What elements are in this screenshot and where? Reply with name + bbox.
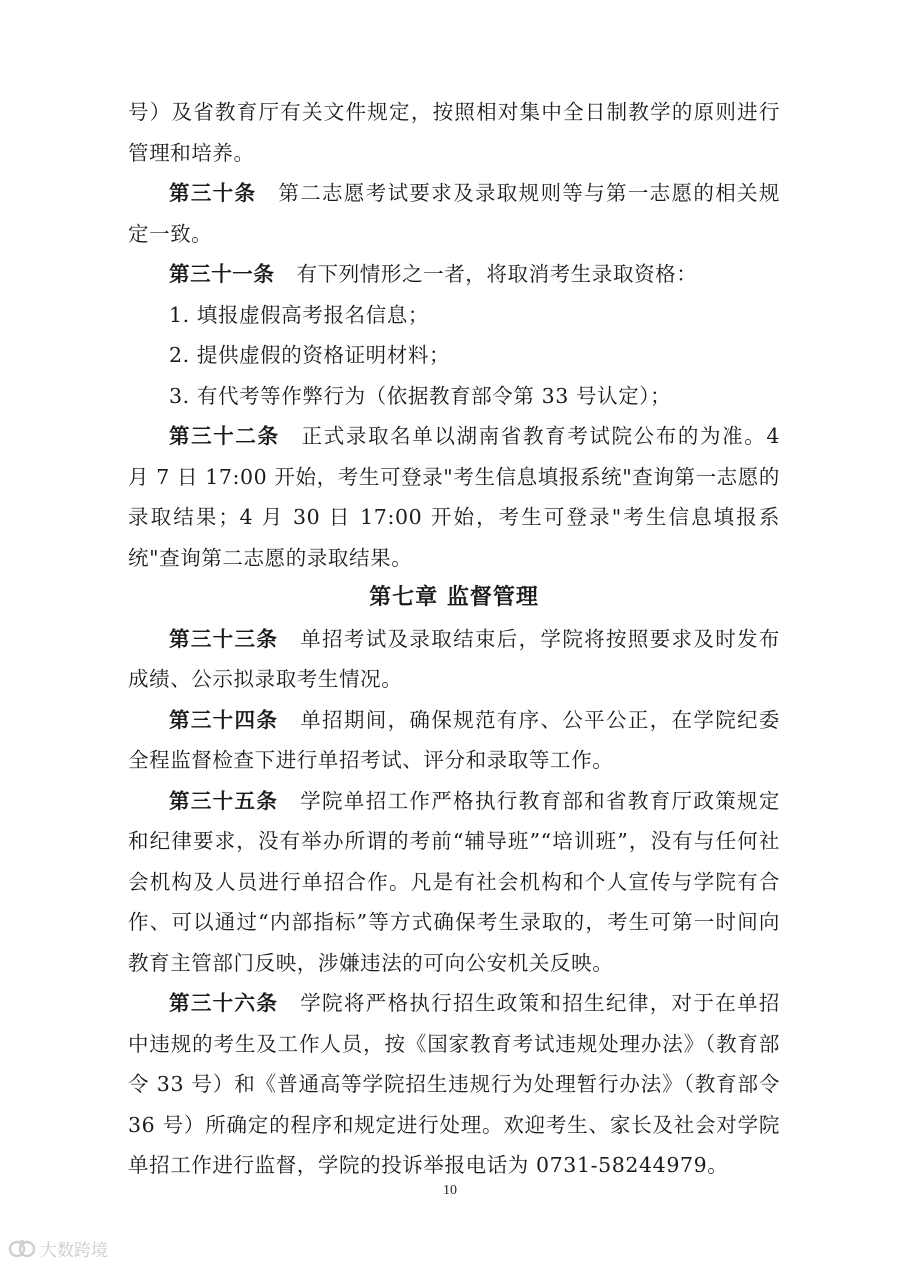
paragraph (128, 700, 780, 781)
section-before-chapter (128, 92, 780, 578)
chapter-title: 第七章 监督管理 (369, 585, 539, 610)
paragraph (128, 254, 780, 295)
paragraph-text: 学院单招工作严格执行教育部和省教育厅政策规定和纪律要求，没有举办所谓的考前“辅导班”“培训班”，没有与任何社会机构及人员进行单招合作。凡是有社会机构和个人宣传与学院有合作、可以通过“内部指标”等方式确保考生录取的，考生可第一时间向教育主管部门反映，涉嫌违法的可向公安机关反映。 (128, 788, 781, 975)
document-body (128, 92, 780, 1186)
paragraph-text: 有下列情形之一者，将取消考生录取资格： (296, 262, 698, 286)
paragraph-text: 单招期间，确保规范有序、公平公正，在学院纪委全程监督检查下进行单招考试、评分和录取等工作。 (128, 707, 781, 772)
section-chapter-7 (128, 619, 780, 1186)
paragraph (128, 295, 780, 336)
brand-logo-icon (8, 1237, 36, 1261)
paragraph (128, 416, 780, 578)
paragraph (128, 173, 780, 254)
article-number: 第三十六条 (169, 991, 279, 1015)
paragraph (128, 335, 780, 376)
article-number: 第三十五条 (169, 788, 279, 813)
paragraph-text: 1. 填报虚假高考报名信息； (169, 302, 429, 327)
paragraph-text: 号）及省教育厅有关文件规定，按照相对集中全日制教学的原则进行管理和培养。 (128, 100, 780, 165)
paragraph-text: 第二志愿考试要求及录取规则等与第一志愿的相关规定一致。 (128, 181, 780, 246)
article-number: 第三十一条 (169, 262, 275, 286)
paragraph-text: 3. 有代考等作弊行为（依据教育部令第 33 号认定）； (169, 383, 672, 408)
paragraph (128, 619, 780, 700)
paragraph-text: 2. 提供虚假的资格证明材料； (169, 343, 451, 367)
paragraph (128, 983, 780, 1186)
watermark-text: 大数跨境 (40, 1241, 108, 1261)
article-number: 第三十二条 (169, 424, 280, 448)
article-number: 第三十三条 (169, 626, 279, 651)
paragraph (128, 781, 780, 984)
page-number: 10 (443, 1183, 457, 1198)
paragraph (128, 92, 780, 173)
paragraph-text: 正式录取名单以湖南省教育考试院公布的为准。4 月 7 日 17:00 开始，考生可登录"考生信息填报系统"查询第一志愿的录取结果；4 月 30 日 17:00 开始，考生可登录"考生信息填报系统"查询第二志愿的录取结果。 (128, 424, 781, 570)
article-number: 第三十条 (169, 181, 257, 205)
paragraph-text: 学院将严格执行招生政策和招生纪律，对于在单招中违规的考生及工作人员，按《国家教育考试违规处理办法》（教育部令 33 号）和《普通高等学院招生违规行为处理暂行办法》（教育部令 36 号）所确定的程序和规定进行处理。欢迎考生、家长及社会对学院单招工作进行监督，学院的投诉举报电话为 0731-58244979。 (128, 991, 781, 1177)
watermark (8, 1236, 108, 1261)
paragraph (128, 376, 780, 417)
paragraph-text: 单招考试及录取结束后，学院将按照要求及时发布成绩、公示拟录取考生情况。 (128, 626, 781, 691)
article-number: 第三十四条 (169, 707, 279, 732)
